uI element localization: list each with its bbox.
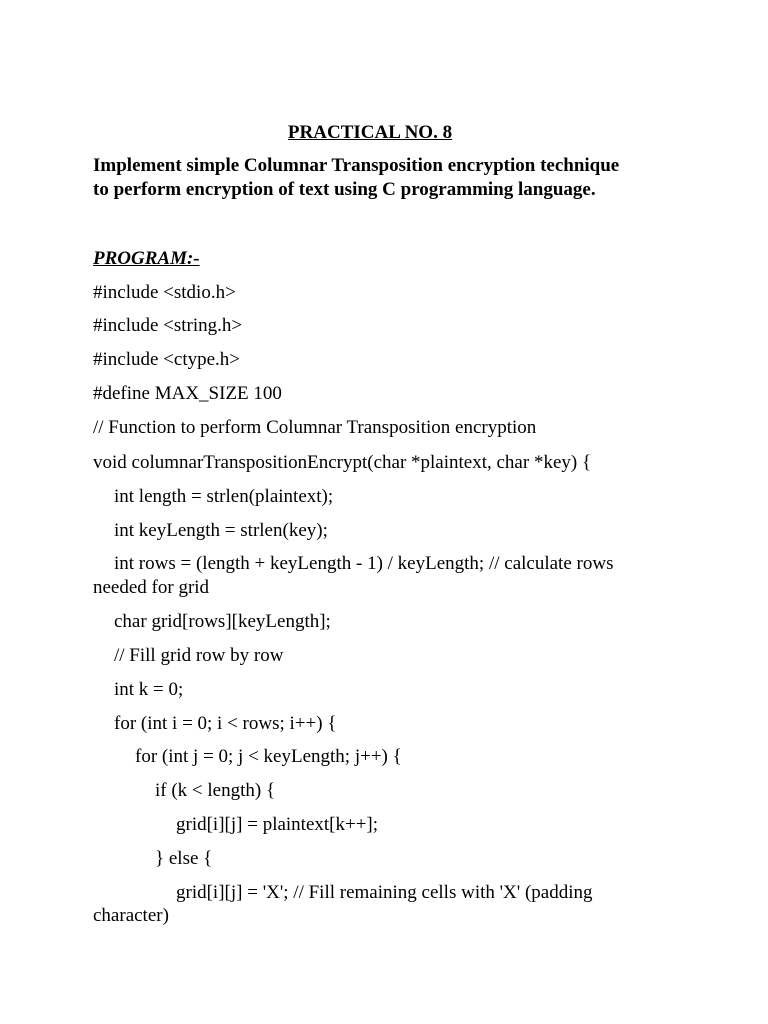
code-line: if (k < length) { [155,780,276,801]
code-line: int keyLength = strlen(key); [114,520,328,541]
aim-line-1: Implement simple Columnar Transposition encryption technique [93,155,620,176]
code-line: grid[i][j] = plaintext[k++]; [176,814,379,835]
code-line: int k = 0; [114,679,184,700]
code-line: char grid[rows][keyLength]; [114,611,331,632]
code-line: #define MAX_SIZE 100 [93,383,282,404]
code-line: for (int j = 0; j < keyLength; j++) { [135,746,402,767]
code-line: #include <ctype.h> [93,349,240,370]
program-heading: PROGRAM:- [93,248,200,269]
code-line: #include <string.h> [93,315,243,336]
code-line: void columnarTranspositionEncrypt(char *plaintext, char *key) { [93,452,592,473]
code-line: } else { [155,848,213,869]
aim-statement [93,154,693,202]
code-line: needed for grid [93,577,210,598]
aim-line-2: to perform encryption of text using C programming language. [93,179,596,200]
code-line: int rows = (length + keyLength - 1) / keyLength; // calculate rows [114,553,614,574]
code-line: #include <stdio.h> [93,282,236,303]
code-line: int length = strlen(plaintext); [114,486,334,507]
code-line: for (int i = 0; i < rows; i++) { [114,713,337,734]
code-line: character) [93,905,169,926]
code-line: // Function to perform Columnar Transposition encryption [93,417,537,438]
code-line: // Fill grid row by row [114,645,284,666]
practical-title: PRACTICAL NO. 8 [287,122,453,143]
code-line: grid[i][j] = 'X'; // Fill remaining cells with 'X' (padding [176,882,593,903]
